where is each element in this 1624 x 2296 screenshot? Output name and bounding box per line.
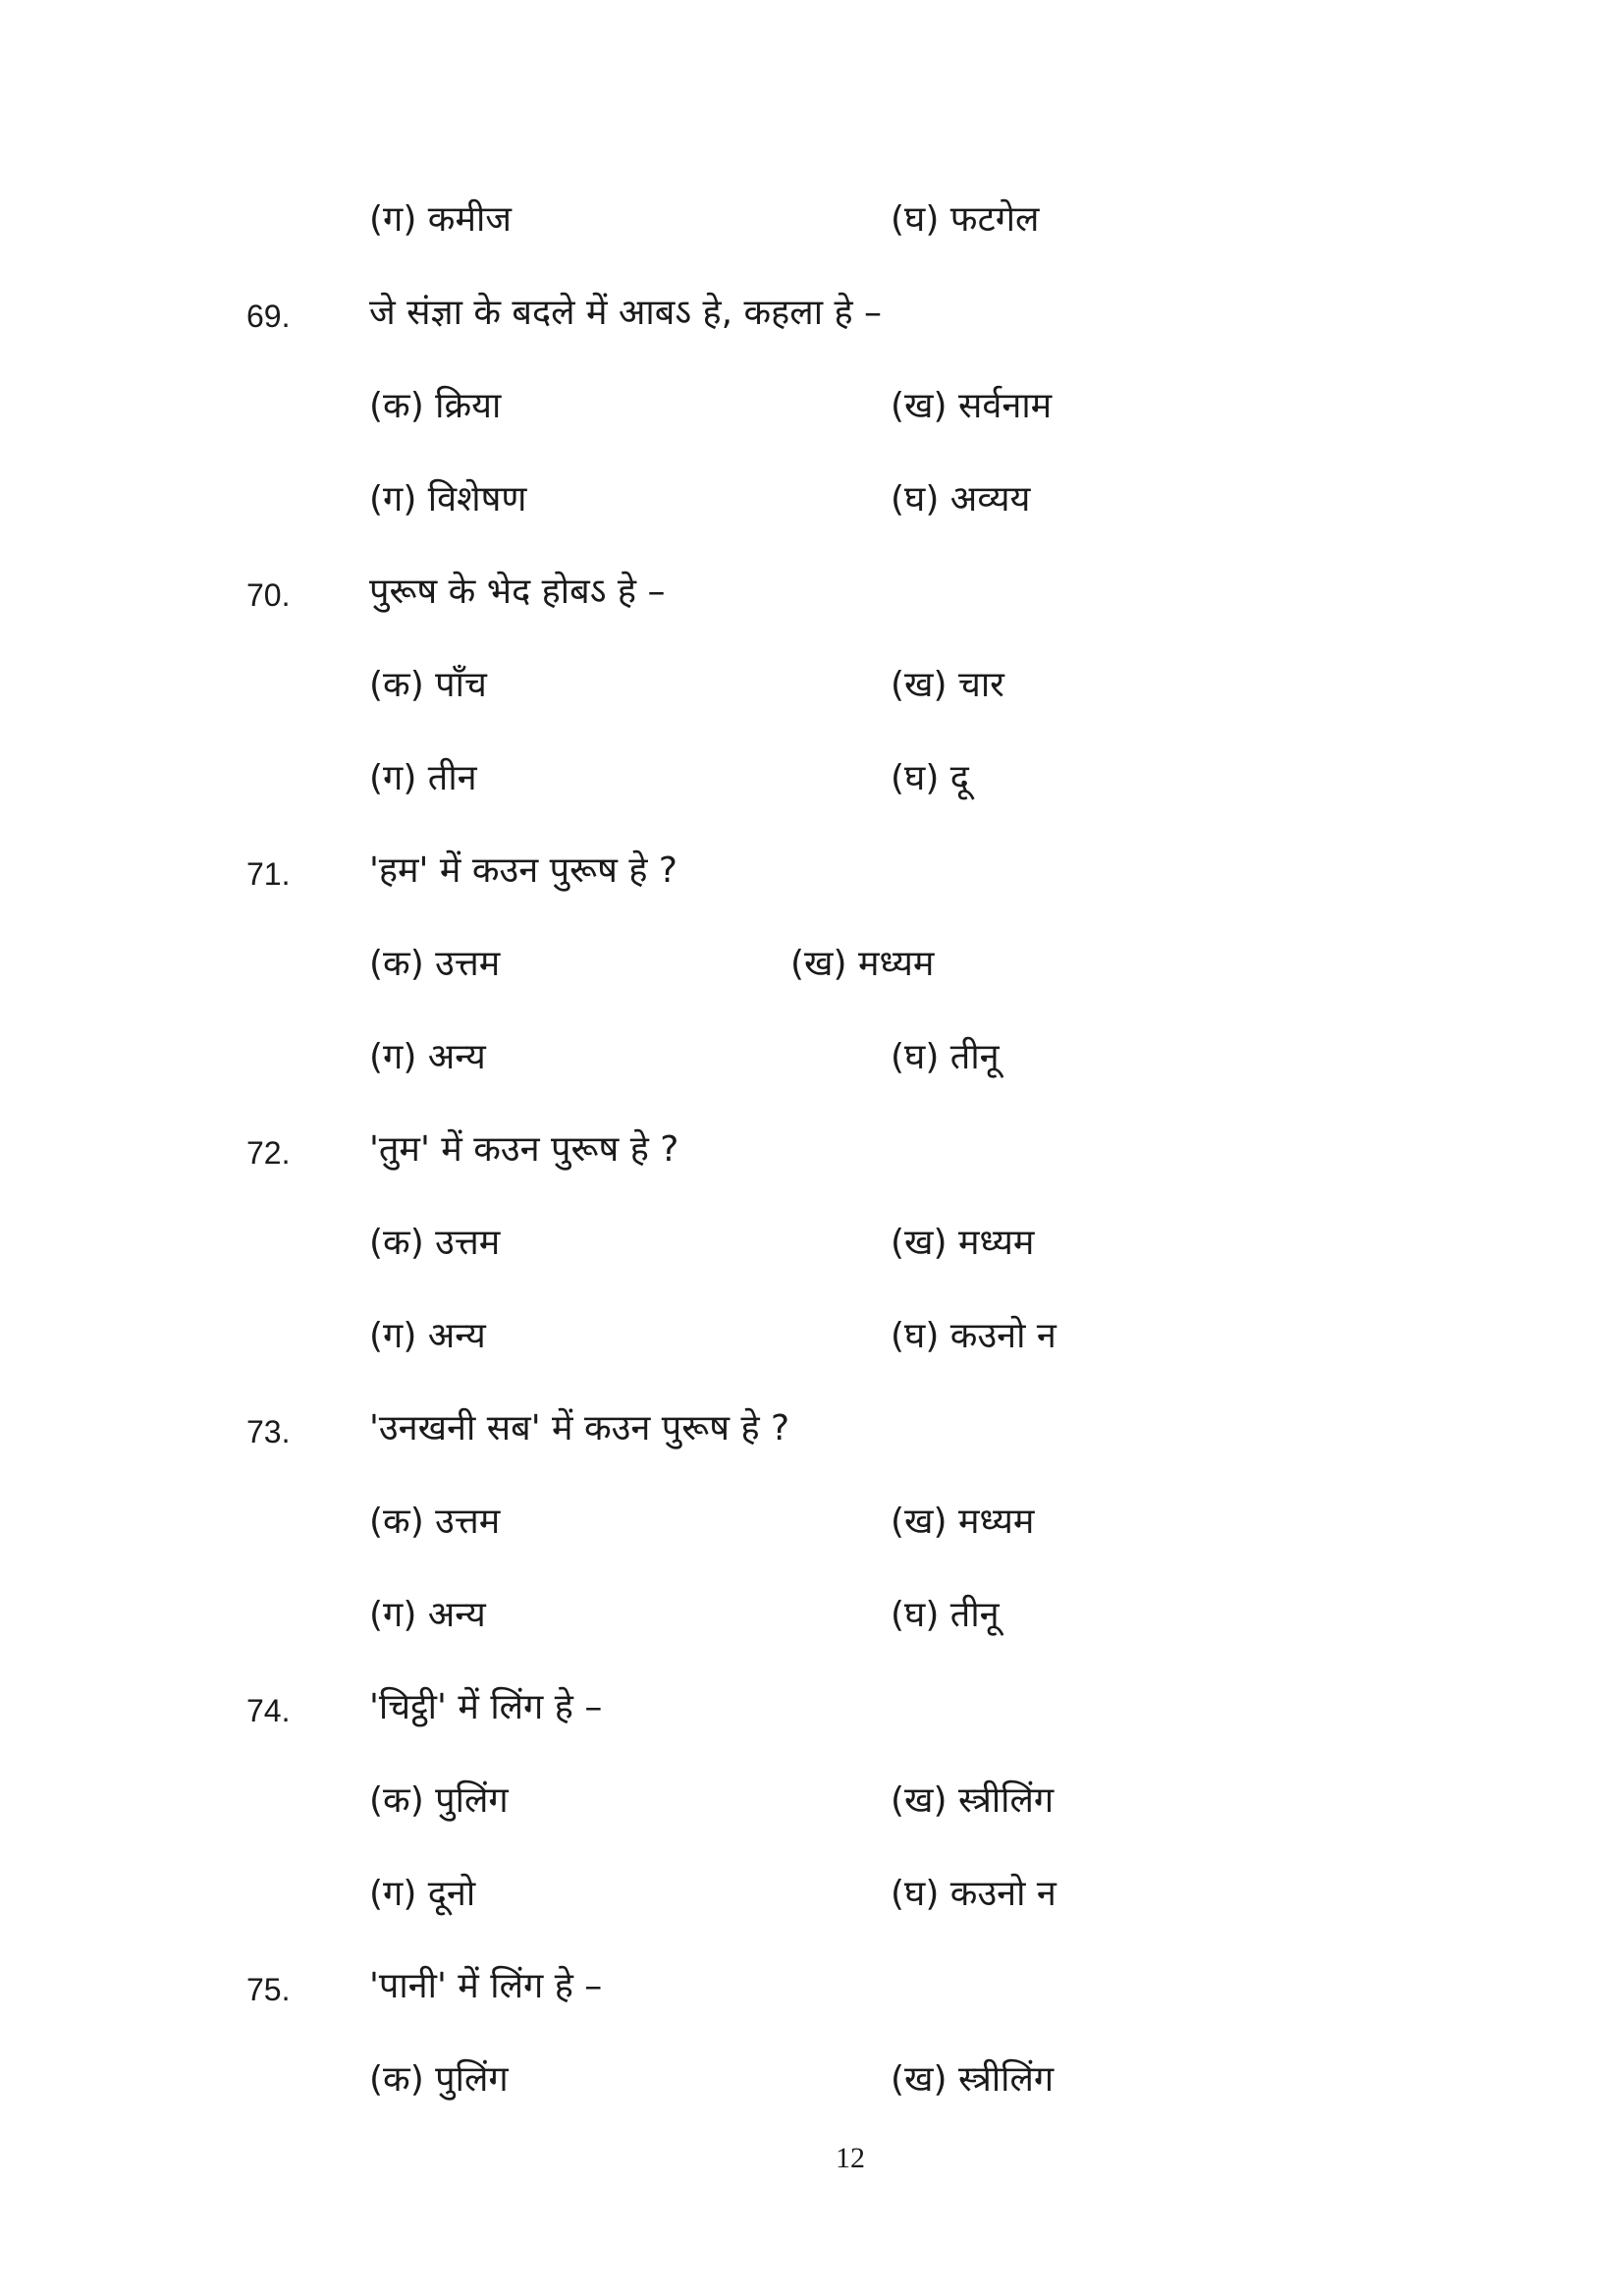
option-ga: (ग) अन्य [369,1595,486,1635]
question-number: 69. [246,299,291,334]
option-ga: (ग) दूनो [369,1874,476,1914]
option-gha: (घ) तीनू [891,1595,1000,1635]
question-text: 'उनखनी सब' में कउन पुरूष हे ? [369,1408,790,1449]
option-ka: (क) पुलिंग [369,1780,509,1821]
option-ka: (क) पुलिंग [369,2059,509,2100]
option-ka: (क) उत्तम [369,944,501,984]
option-ka: (क) उत्तम [369,1223,501,1263]
option-ga: (ग) विशेषण [369,479,527,519]
option-kha: (ख) स्त्रीलिंग [891,1780,1055,1821]
question-text: 'चिट्ठी' में लिंग हे – [369,1687,603,1727]
option-gha: (घ) अव्यय [891,479,1031,519]
option-gha: (घ) कउनो न [891,1874,1056,1914]
question-text: 'हम' में कउन पुरूष हे ? [369,850,677,891]
question-number: 71. [246,856,291,892]
option-ga: (ग) अन्य [369,1037,486,1077]
option-ga: (ग) अन्य [369,1316,486,1356]
option-kha: (ख) स्त्रीलिंग [891,2059,1055,2100]
question-number: 73. [246,1414,291,1449]
option-ga: (ग) तीन [369,758,477,798]
question-number: 72. [246,1135,291,1171]
question-number: 70. [246,577,291,613]
option-kha: (ख) चार [891,665,1004,705]
option-kha: (ख) मध्यम [891,1223,1035,1263]
option-gha: (घ) फटगेल [891,199,1040,240]
page-number: 12 [836,2142,865,2174]
question-number: 74. [246,1693,291,1728]
question-number: 75. [246,1972,291,2007]
option-gha: (घ) तीनू [891,1037,1000,1077]
option-gha: (घ) कउनो न [891,1316,1056,1356]
question-text: जे संज्ञा के बदले में आबऽ हे, कहला हे – [369,293,883,333]
option-kha: (ख) मध्यम [891,1502,1035,1542]
question-text: 'तुम' में कउन पुरूष हे ? [369,1129,679,1170]
question-text: पुरूष के भेद होबऽ हे – [369,572,666,612]
option-ka: (क) पाँच [369,665,487,705]
option-ka: (क) क्रिया [369,386,502,426]
option-ka: (क) उत्तम [369,1502,501,1542]
option-kha: (ख) सर्वनाम [891,386,1053,426]
question-text: 'पानी' में लिंग हे – [369,1966,603,2006]
option-gha: (घ) दू [891,758,969,798]
option-kha: (ख) मध्यम [790,944,935,984]
option-ga: (ग) कमीज [369,199,513,240]
